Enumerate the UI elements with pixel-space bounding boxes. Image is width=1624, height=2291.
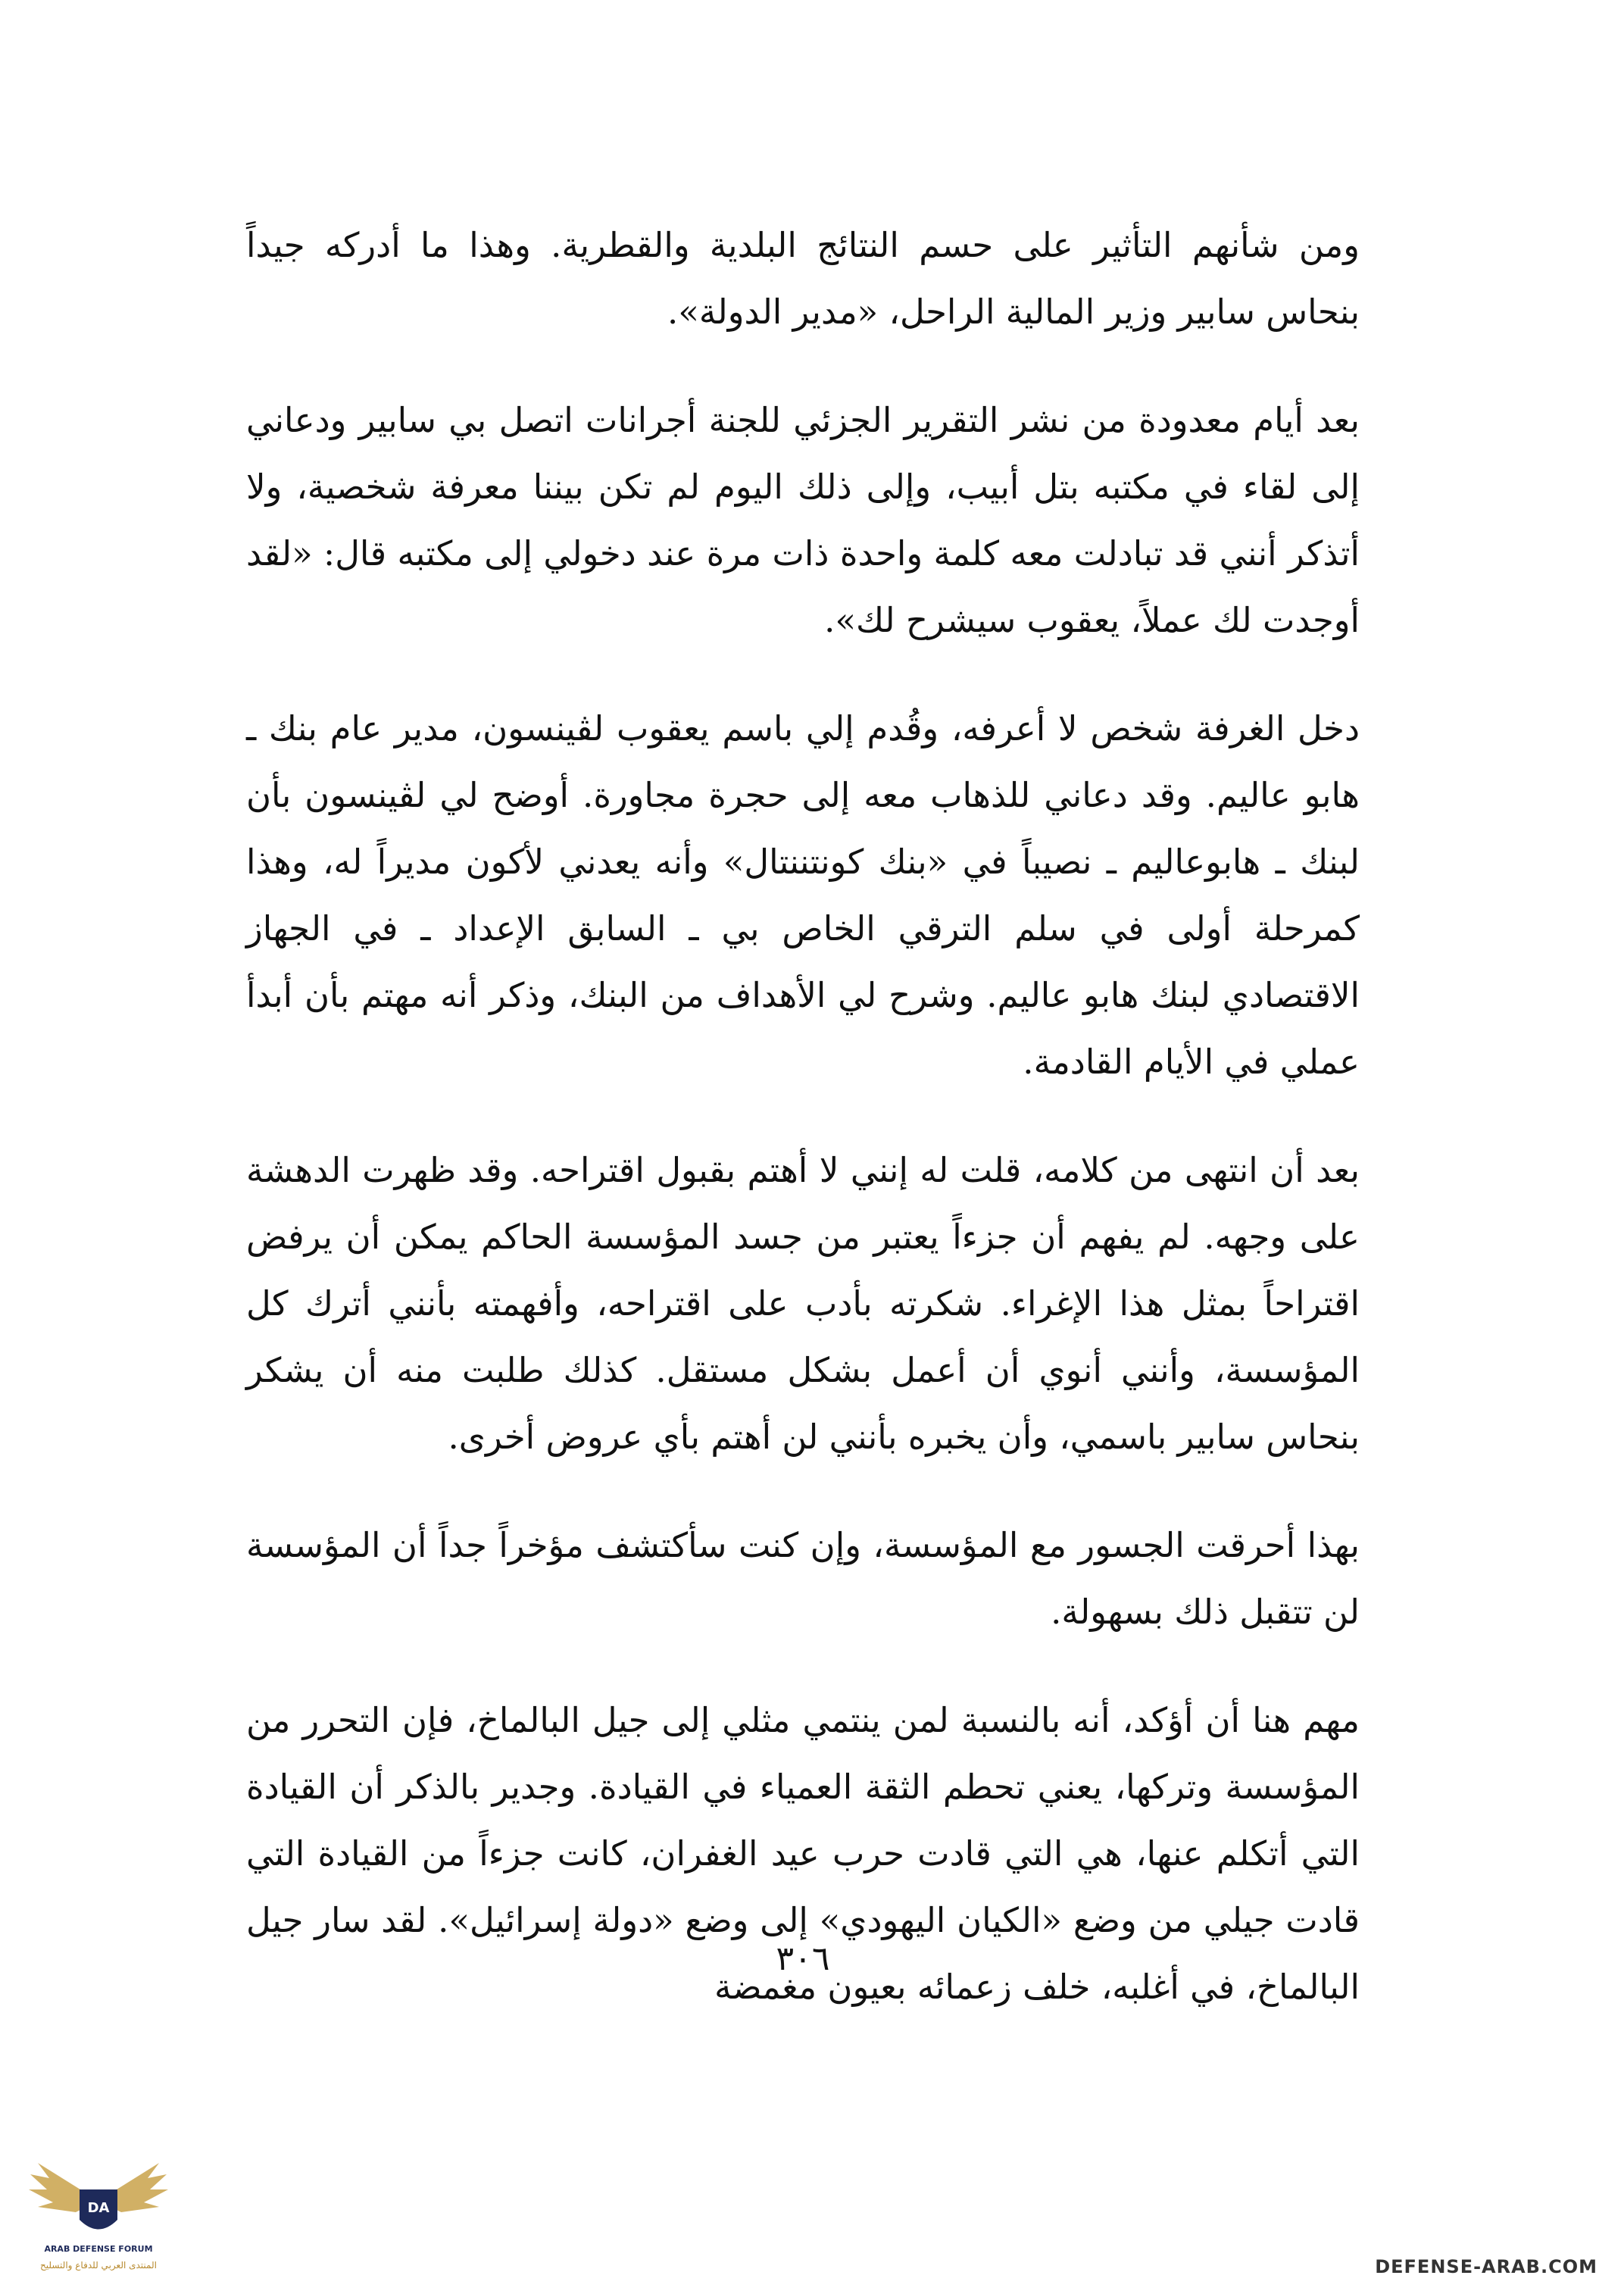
page-number: ٣٠٦: [776, 1939, 830, 1978]
paragraph: مهم هنا أن أؤكد، أنه بالنسبة لمن ينتمي مثلي إلى جيل البالماخ، فإن التحرر من المؤسسة وتركها، يعني تحطم الثقة العمياء في القيادة. وجدير بالذكر أن القيادة التي أتكلم عنها، هي التي قادت حرب عيد الغفران، كانت جزءاً من القيادة التي قادت جيلي من وضع «الكيان اليهودي» إلى وضع «دولة إسرائيل». لقد سار جيل البالماخ، في أغلبه، خلف زعمائه بعيون مغمضة: [246, 1700, 1360, 2007]
paragraph: ومن شأنهم التأثير على حسم النتائج البلدية والقطرية. وهذا ما أدركه جيداً بنحاس سابير وزير المالية الراحل، «مدير الدولة».: [246, 225, 1360, 332]
logo-initials: DA: [87, 2200, 110, 2216]
logo-subtitle: المنتدى العربي للدفاع والتسليح: [40, 2260, 157, 2271]
paragraph: دخل الغرفة شخص لا أعرفه، وقُدم إلي باسم يعقوب لڤينسون، مدير عام بنك ـ هابو عاليم. وقد دعاني للذهاب معه إلى حجرة مجاورة. أوضح لي لڤينسون بأن لبنك ـ هابوعاليم ـ نصيباً في «بنك كونتننتال» وأنه يعدني لأكون مديراً له، وهذا كمرحلة أولى في سلم الترقي الخاص بي ـ السابق الإعداد ـ في الجهاز الاقتصادي لبنك هابو عاليم. وشرح لي الأهداف من البنك، وذكر أنه مهتم بأن أبدأ عملي في الأيام القادمة.: [246, 708, 1360, 1082]
paragraph: بعد أيام معدودة من نشر التقرير الجزئي للجنة أجرانات اتصل بي سابير ودعاني إلى لقاء في مكتبه بتل أبيب، وإلى ذلك اليوم لم تكن بيننا معرفة شخصية، ولا أتذكر أنني قد تبادلت معه كلمة واحدة ذات مرة عند دخولي إلى مكتبه قال: «لقد أوجدت لك عملاً، يعقوب سيشرح لك».: [246, 400, 1360, 640]
watermark-url: DEFENSE-ARAB.COM: [1375, 2256, 1597, 2277]
paragraph: بعد أن انتهى من كلامه، قلت له إنني لا أهتم بقبول اقتراحه. وقد ظهرت الدهشة على وجهه. لم يفهم أن جزءاً يعتبر من جسد المؤسسة الحاكم يمكن أن يرفض اقتراحاً بمثل هذا الإغراء. شكرته بأدب على اقتراحه، وأفهمته بأنني أترك كل المؤسسة، وأنني أنوي أن أعمل بشكل مستقل. كذلك طلبت منه أن يشكر بنحاس سابير باسمي، وأن يخبره بأنني لن أهتم بأي عروض أخرى.: [246, 1150, 1360, 1457]
paragraph: بهذا أحرقت الجسور مع المؤسسة، وإن كنت سأكتشف مؤخراً جداً أن المؤسسة لن تتقبل ذلك بسهولة.: [246, 1525, 1360, 1632]
logo-title: ARAB DEFENSE FORUM: [44, 2244, 153, 2254]
page-body: [246, 212, 1360, 2062]
